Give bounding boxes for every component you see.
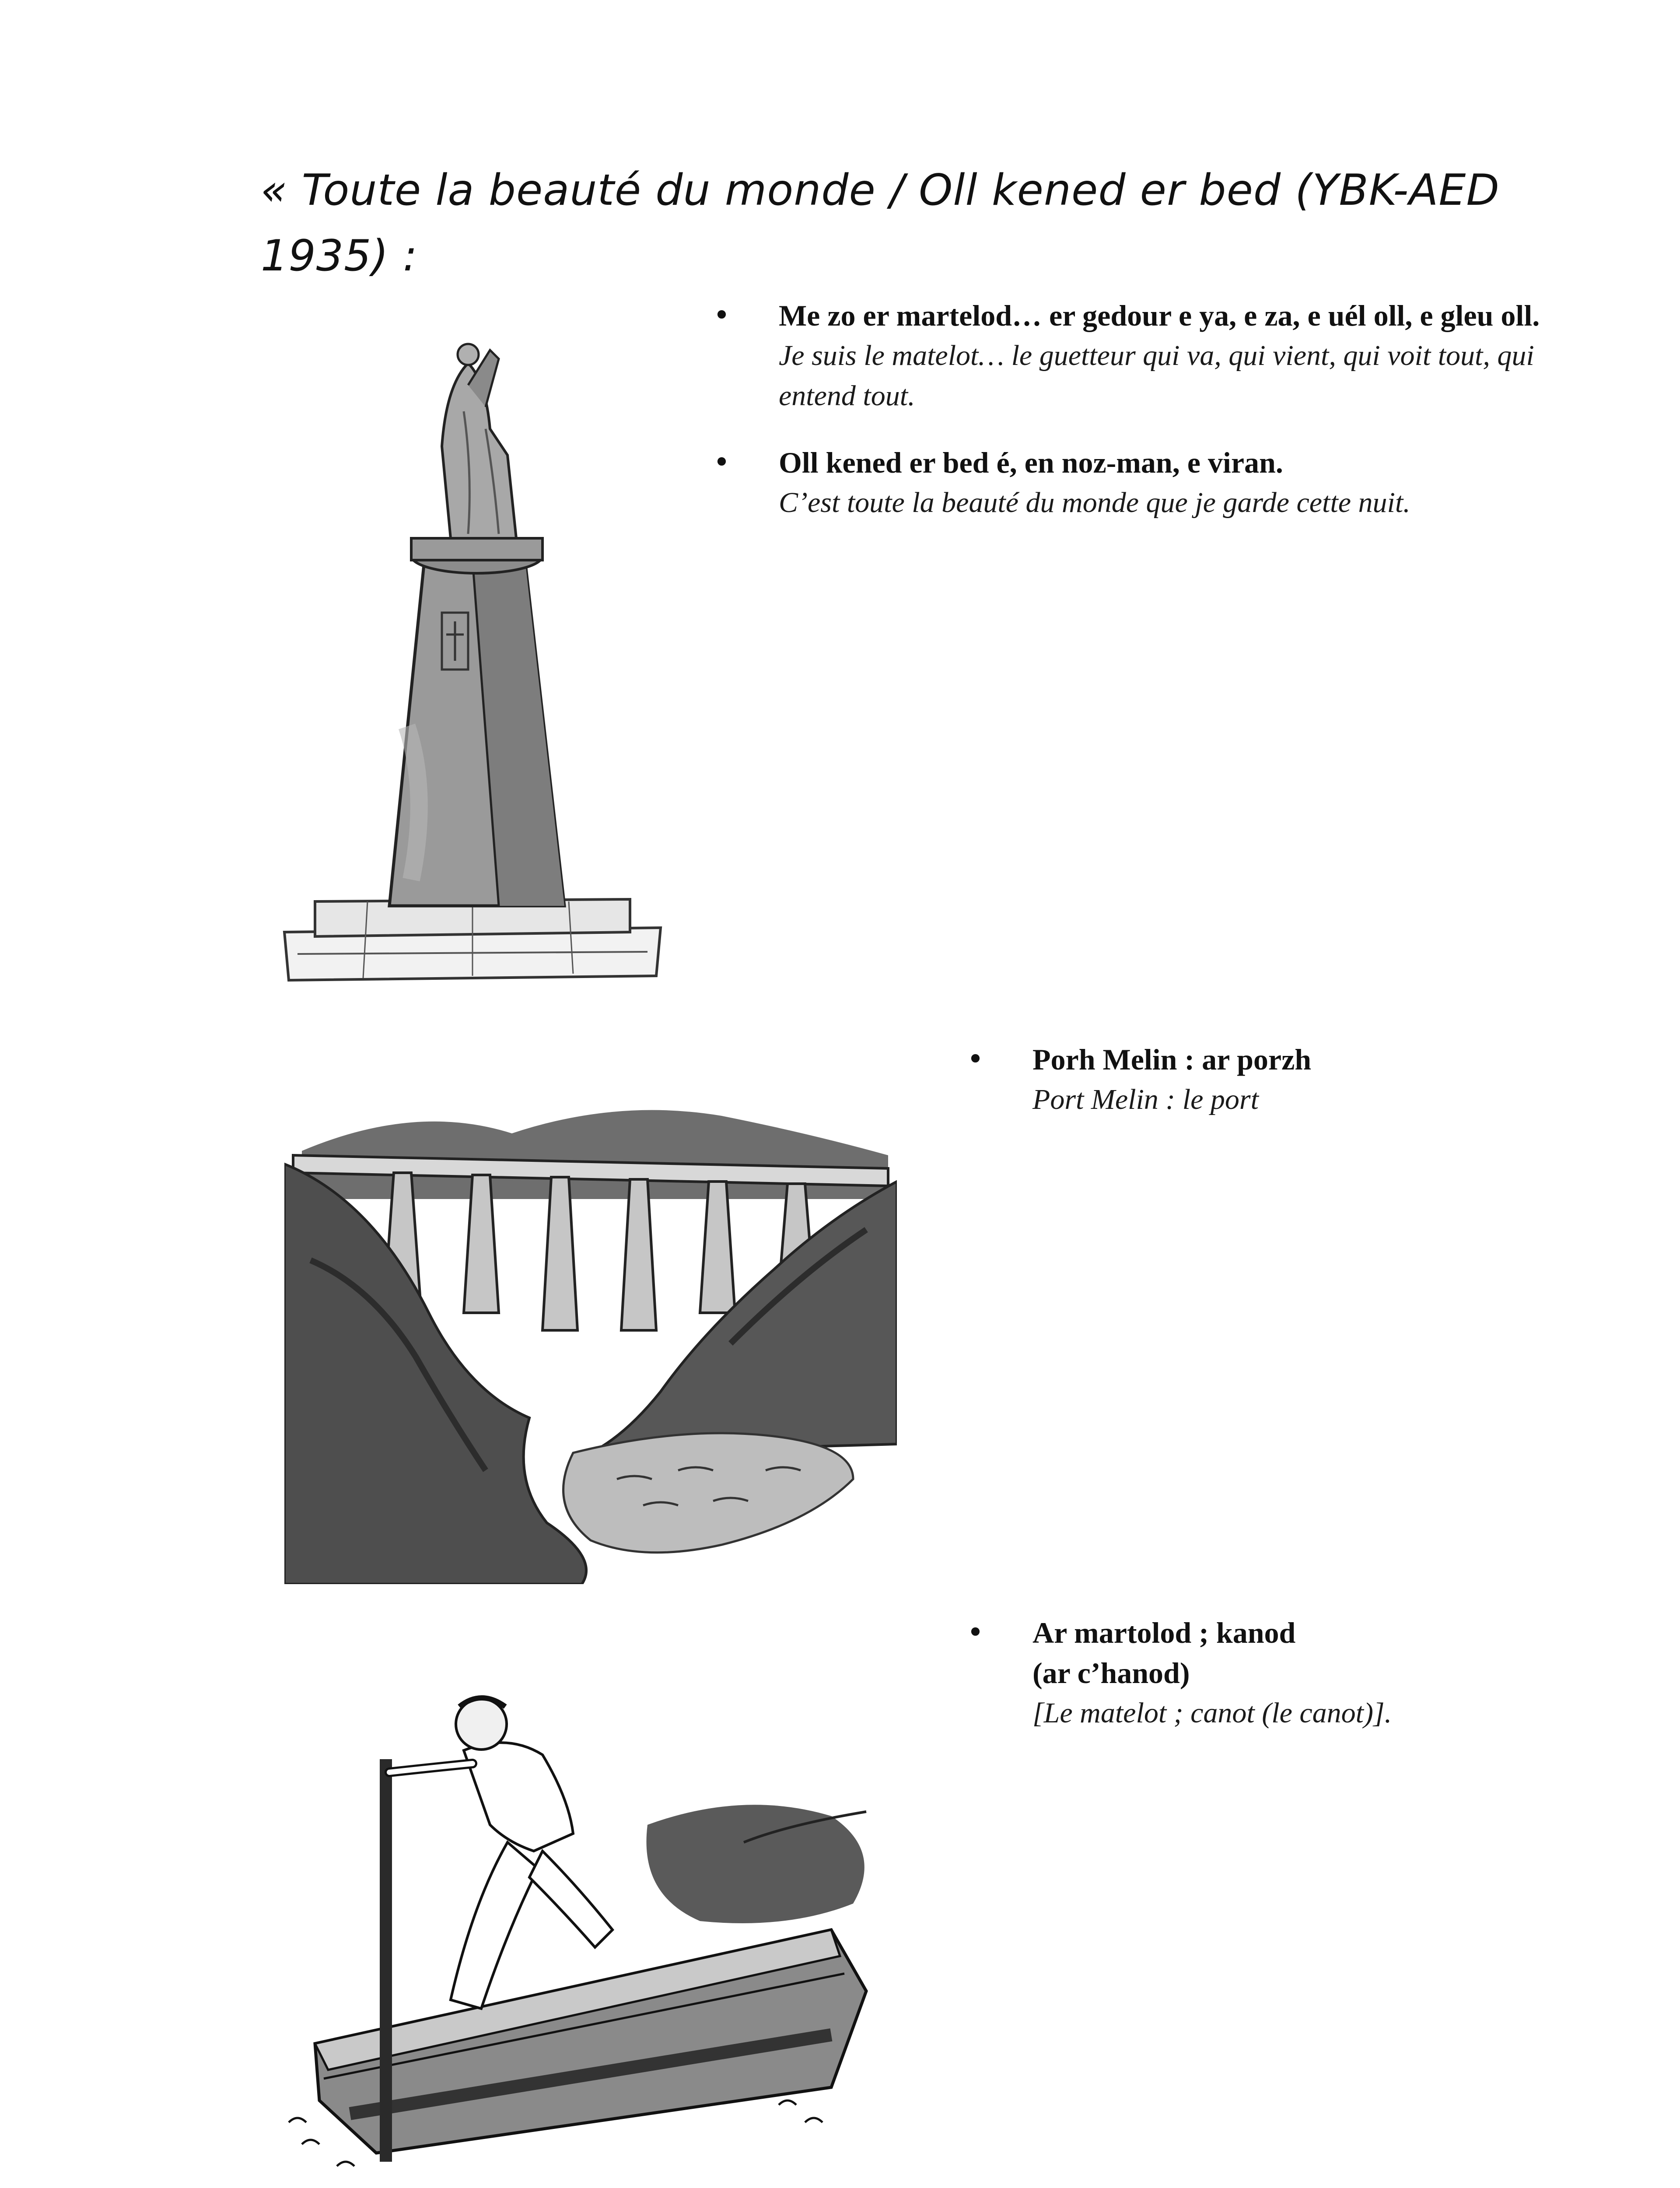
entry-french-translation: [Le matelot ; canot (le canot)]. bbox=[1032, 1697, 1392, 1729]
viaduct-valley-illustration bbox=[284, 1085, 897, 1584]
page-title: « Toute la beauté du monde / Oll kened er bed (YBK-AED 1935) : bbox=[261, 165, 1500, 281]
entry-breton-text: Ar martolod ; kanod (ar c’hanod) bbox=[1032, 1616, 1296, 1690]
statue-monument-drawing bbox=[280, 333, 665, 1015]
section-1-entries bbox=[713, 295, 1558, 549]
list-item bbox=[713, 442, 1558, 523]
entry-french-translation: C’est toute la beauté du monde que je garde cette nuit. bbox=[779, 487, 1410, 519]
section-2-entries bbox=[967, 1039, 1579, 1146]
entry-breton-text: Oll kened er bed é, en noz-man, e viran. bbox=[779, 446, 1283, 479]
viaduct-valley-drawing bbox=[284, 1085, 897, 1584]
bullet-icon: • bbox=[713, 298, 730, 332]
sailor-boat-illustration bbox=[262, 1659, 906, 2188]
section-3-entries bbox=[967, 1613, 1579, 1760]
entry-french-translation: Port Melin : le port bbox=[1032, 1083, 1259, 1115]
bullet-icon: • bbox=[967, 1616, 984, 1649]
statue-monument-illustration bbox=[280, 333, 665, 1015]
bullet-icon: • bbox=[713, 445, 730, 479]
entry-french-translation: Je suis le matelot… le guetteur qui va, qui vient, qui voit tout, qui entend tout. bbox=[779, 340, 1534, 412]
list-item bbox=[713, 295, 1558, 416]
list-item bbox=[967, 1613, 1579, 1733]
entry-breton-text: Porh Melin : ar porzh bbox=[1032, 1043, 1312, 1076]
entry-breton-text: Me zo er martelod… er gedour e ya, e za, e uél oll, e gleu oll. bbox=[779, 299, 1540, 332]
sailor-boat-drawing bbox=[262, 1659, 906, 2188]
bullet-icon: • bbox=[967, 1042, 984, 1076]
list-item bbox=[967, 1039, 1579, 1120]
